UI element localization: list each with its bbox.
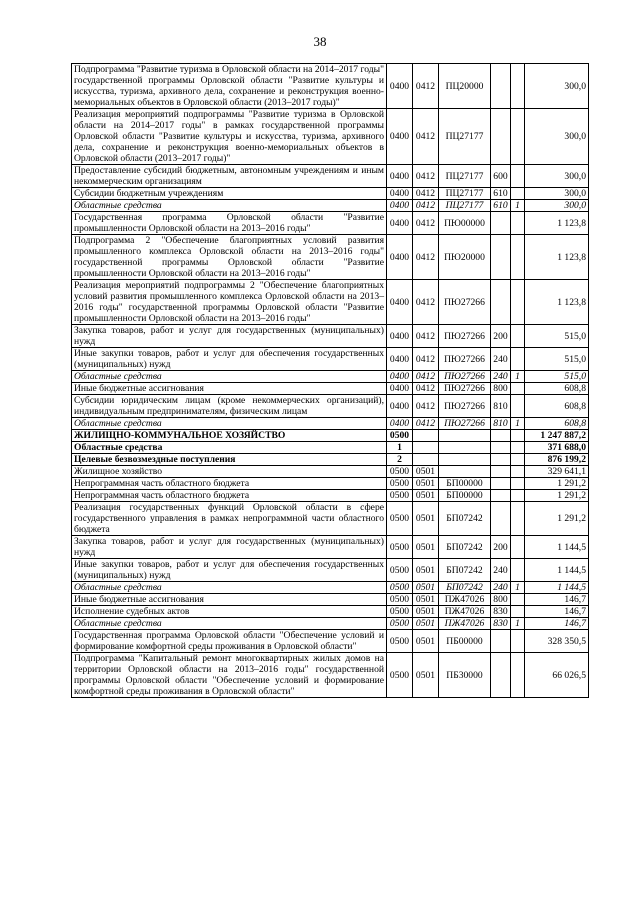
row-target-code: БП00000 [439, 490, 491, 502]
row-section-code: 0400 [387, 165, 413, 188]
row-subsection-code: 0412 [413, 395, 439, 418]
row-source-code [511, 442, 525, 454]
row-expense-type-code [491, 280, 511, 325]
row-amount: 300,0 [525, 109, 589, 165]
row-target-code: ПЮ27266 [439, 325, 491, 348]
row-expense-type-code [491, 212, 511, 235]
row-source-code [511, 478, 525, 490]
row-amount: 1 291,2 [525, 490, 589, 502]
row-source-code: 1 [511, 582, 525, 594]
row-target-code: БП07242 [439, 582, 491, 594]
table-row [72, 559, 589, 582]
row-expense-type-code [491, 454, 511, 466]
row-subsection-code: 0501 [413, 582, 439, 594]
row-source-code [511, 466, 525, 478]
row-section-code: 0400 [387, 109, 413, 165]
row-amount: 371 688,0 [525, 442, 589, 454]
row-amount: 1 144,5 [525, 559, 589, 582]
row-subsection-code [413, 454, 439, 466]
row-amount: 146,7 [525, 594, 589, 606]
row-target-code: ПБ30000 [439, 653, 491, 698]
row-name: Подпрограмма "Капитальный ремонт многоквартирных жилых домов на территории Орловской области на 2013–2016 годы" государственной программы Орловской области "Обеспечение условий и формирование комфортной среды проживания в Орловской области" [72, 653, 387, 698]
row-name: Иные закупки товаров, работ и услуг для обеспечения государственных (муниципальных) нужд [72, 348, 387, 371]
row-subsection-code: 0412 [413, 235, 439, 280]
row-source-code [511, 280, 525, 325]
row-expense-type-code: 240 [491, 559, 511, 582]
row-subsection-code: 0501 [413, 606, 439, 618]
row-name: Субсидии юридическим лицам (кроме некоммерческих организаций), индивидуальным предпринимателям, физическим лицам [72, 395, 387, 418]
row-section-code: 0400 [387, 188, 413, 200]
row-subsection-code: 0412 [413, 280, 439, 325]
row-source-code [511, 630, 525, 653]
table-row [72, 430, 589, 442]
row-subsection-code: 0501 [413, 502, 439, 536]
row-source-code [511, 606, 525, 618]
row-section-code: 0500 [387, 606, 413, 618]
row-section-code: 0500 [387, 502, 413, 536]
row-source-code [511, 109, 525, 165]
row-name: Непрограммная часть областного бюджета [72, 490, 387, 502]
row-source-code [511, 212, 525, 235]
row-expense-type-code: 200 [491, 325, 511, 348]
row-subsection-code: 0412 [413, 418, 439, 430]
row-target-code: ПЖ47026 [439, 594, 491, 606]
row-amount: 300,0 [525, 200, 589, 212]
row-expense-type-code: 810 [491, 418, 511, 430]
row-target-code [439, 466, 491, 478]
row-subsection-code: 0412 [413, 109, 439, 165]
row-expense-type-code: 830 [491, 618, 511, 630]
row-amount: 1 144,5 [525, 536, 589, 559]
row-section-code: 0500 [387, 582, 413, 594]
row-name: Подпрограмма 2 "Обеспечение благоприятных условий развития промышленного комплекса Орловской области на 2013–2016 годы" государственной программы Орловской области "Развитие промышленности Орловской области на 2013–2016 годы" [72, 235, 387, 280]
row-source-code: 1 [511, 618, 525, 630]
row-subsection-code: 0412 [413, 200, 439, 212]
row-amount: 515,0 [525, 325, 589, 348]
row-name: Закупка товаров, работ и услуг для государственных (муниципальных) нужд [72, 536, 387, 559]
row-subsection-code: 0412 [413, 348, 439, 371]
row-section-code: 0400 [387, 280, 413, 325]
row-name: Областные средства [72, 582, 387, 594]
row-amount: 608,8 [525, 395, 589, 418]
row-expense-type-code [491, 630, 511, 653]
row-expense-type-code [491, 235, 511, 280]
row-name: Иные бюджетные ассигнования [72, 594, 387, 606]
table-row [72, 466, 589, 478]
table-row [72, 502, 589, 536]
row-name: Закупка товаров, работ и услуг для государственных (муниципальных) нужд [72, 325, 387, 348]
table-row [72, 395, 589, 418]
row-target-code: ПЮ00000 [439, 212, 491, 235]
row-name: Государственная программа Орловской области "Развитие промышленности Орловской области на 2013–2016 годы" [72, 212, 387, 235]
row-source-code [511, 594, 525, 606]
row-target-code: ПЮ27266 [439, 395, 491, 418]
row-subsection-code: 0501 [413, 630, 439, 653]
row-amount: 515,0 [525, 371, 589, 383]
table-row [72, 418, 589, 430]
row-subsection-code: 0501 [413, 466, 439, 478]
table-row [72, 630, 589, 653]
table-row [72, 653, 589, 698]
row-section-code: 0500 [387, 618, 413, 630]
row-source-code [511, 188, 525, 200]
table-row [72, 188, 589, 200]
row-expense-type-code: 810 [491, 395, 511, 418]
row-amount: 1 247 887,2 [525, 430, 589, 442]
row-target-code [439, 442, 491, 454]
row-subsection-code: 0501 [413, 594, 439, 606]
row-source-code [511, 454, 525, 466]
row-target-code: ПЮ27266 [439, 348, 491, 371]
row-section-code: 0400 [387, 235, 413, 280]
row-amount: 329 641,1 [525, 466, 589, 478]
row-source-code [511, 235, 525, 280]
row-source-code [511, 490, 525, 502]
row-amount: 608,8 [525, 418, 589, 430]
row-subsection-code: 0501 [413, 478, 439, 490]
table-row [72, 212, 589, 235]
row-source-code [511, 653, 525, 698]
row-source-code [511, 395, 525, 418]
row-subsection-code: 0412 [413, 371, 439, 383]
row-section-code: 0400 [387, 200, 413, 212]
row-target-code: ПЦ20000 [439, 64, 491, 109]
row-source-code [511, 559, 525, 582]
row-source-code [511, 348, 525, 371]
row-expense-type-code [491, 478, 511, 490]
row-section-code: 0400 [387, 383, 413, 395]
row-target-code: БП07242 [439, 559, 491, 582]
row-section-code: 0500 [387, 466, 413, 478]
row-subsection-code: 0501 [413, 618, 439, 630]
row-source-code: 1 [511, 371, 525, 383]
row-name: Непрограммная часть областного бюджета [72, 478, 387, 490]
row-amount: 1 123,8 [525, 280, 589, 325]
row-source-code [511, 502, 525, 536]
row-expense-type-code: 200 [491, 536, 511, 559]
row-expense-type-code [491, 430, 511, 442]
table-row [72, 478, 589, 490]
row-name: Жилищное хозяйство [72, 466, 387, 478]
table-row [72, 490, 589, 502]
row-expense-type-code [491, 653, 511, 698]
row-subsection-code [413, 430, 439, 442]
row-subsection-code: 0501 [413, 490, 439, 502]
row-subsection-code: 0501 [413, 653, 439, 698]
row-name: Областные средства [72, 618, 387, 630]
row-section-code: 0500 [387, 536, 413, 559]
row-name: Государственная программа Орловской области "Обеспечение условий и формирование комфортной среды проживания в Орловской области" [72, 630, 387, 653]
table-row [72, 618, 589, 630]
row-target-code: ПЮ27266 [439, 383, 491, 395]
row-section-code: 2 [387, 454, 413, 466]
row-subsection-code: 0412 [413, 188, 439, 200]
row-expense-type-code [491, 490, 511, 502]
table-row [72, 200, 589, 212]
row-subsection-code: 0412 [413, 165, 439, 188]
row-section-code: 0500 [387, 490, 413, 502]
table-row [72, 383, 589, 395]
row-amount: 1 291,2 [525, 502, 589, 536]
row-name: Областные средства [72, 418, 387, 430]
row-source-code [511, 536, 525, 559]
row-section-code: 0500 [387, 430, 413, 442]
row-expense-type-code [491, 466, 511, 478]
row-expense-type-code [491, 502, 511, 536]
row-target-code: ПЮ27266 [439, 418, 491, 430]
row-amount: 1 291,2 [525, 478, 589, 490]
row-amount: 146,7 [525, 606, 589, 618]
row-target-code [439, 454, 491, 466]
row-expense-type-code: 610 [491, 188, 511, 200]
table-row [72, 454, 589, 466]
row-name: Исполнение судебных актов [72, 606, 387, 618]
row-name: Подпрограмма "Развитие туризма в Орловской области на 2014–2017 годы" государственной программы Орловской области "Развитие культуры и искусства, туризма, архивного дела, сохранение и реконструкция военно-мемориальных объектов в Орловской области (2013–2017 годы)" [72, 64, 387, 109]
row-expense-type-code [491, 442, 511, 454]
row-section-code: 0400 [387, 64, 413, 109]
row-source-code: 1 [511, 418, 525, 430]
row-section-code: 0500 [387, 653, 413, 698]
row-name: Иные закупки товаров, работ и услуг для обеспечения государственных (муниципальных) нужд [72, 559, 387, 582]
row-name: ЖИЛИЩНО-КОММУНАЛЬНОЕ ХОЗЯЙСТВО [72, 430, 387, 442]
row-expense-type-code: 240 [491, 371, 511, 383]
row-section-code: 0500 [387, 630, 413, 653]
row-subsection-code: 0412 [413, 212, 439, 235]
table-row [72, 109, 589, 165]
row-amount: 146,7 [525, 618, 589, 630]
row-section-code: 1 [387, 442, 413, 454]
row-target-code: БП07242 [439, 502, 491, 536]
row-target-code: ПЮ27266 [439, 371, 491, 383]
row-name: Реализация мероприятий подпрограммы 2 "Обеспечение благоприятных условий развития промышленного комплекса Орловской области на 2013–2016 годы" государственной программы Орловской области "Развитие промышленности Орловской области на 2013–2016 годы" [72, 280, 387, 325]
row-target-code [439, 430, 491, 442]
row-source-code [511, 165, 525, 188]
row-expense-type-code: 240 [491, 582, 511, 594]
row-amount: 1 123,8 [525, 212, 589, 235]
row-expense-type-code: 240 [491, 348, 511, 371]
row-amount: 515,0 [525, 348, 589, 371]
row-section-code: 0400 [387, 212, 413, 235]
table-row [72, 536, 589, 559]
row-name: Целевые безвозмездные поступления [72, 454, 387, 466]
row-name: Реализация мероприятий подпрограммы "Развитие туризма в Орловской области на 2014–2017 годы" в рамках государственной программы Орловской области "Развитие культуры и искусства, туризма, архивного дела, сохранение и реконструкция военно-мемориальных объектов в Орловской области (2013–2017 годы)" [72, 109, 387, 165]
row-name: Областные средства [72, 442, 387, 454]
row-amount: 66 026,5 [525, 653, 589, 698]
row-target-code: БП00000 [439, 478, 491, 490]
budget-table [71, 63, 589, 698]
table-row [72, 165, 589, 188]
table-row [72, 280, 589, 325]
row-section-code: 0400 [387, 395, 413, 418]
row-subsection-code: 0412 [413, 383, 439, 395]
row-source-code [511, 64, 525, 109]
row-amount: 1 144,5 [525, 582, 589, 594]
row-section-code: 0400 [387, 418, 413, 430]
row-expense-type-code: 600 [491, 165, 511, 188]
row-source-code [511, 430, 525, 442]
table-row [72, 582, 589, 594]
table-row [72, 325, 589, 348]
row-expense-type-code: 800 [491, 594, 511, 606]
row-amount: 300,0 [525, 64, 589, 109]
row-target-code: ПЮ20000 [439, 235, 491, 280]
table-row [72, 64, 589, 109]
row-name: Реализация государственных функций Орловской области в сфере государственного управления в рамках непрограммной части областного бюджета [72, 502, 387, 536]
row-section-code: 0400 [387, 348, 413, 371]
row-subsection-code: 0412 [413, 325, 439, 348]
row-section-code: 0500 [387, 559, 413, 582]
row-expense-type-code [491, 109, 511, 165]
row-name: Областные средства [72, 200, 387, 212]
row-target-code: ПЦ27177 [439, 109, 491, 165]
page-number: 38 [313, 34, 327, 49]
row-section-code: 0500 [387, 594, 413, 606]
row-amount: 300,0 [525, 165, 589, 188]
row-amount: 300,0 [525, 188, 589, 200]
row-amount: 608,8 [525, 383, 589, 395]
row-source-code: 1 [511, 200, 525, 212]
row-target-code: ПЦ27177 [439, 165, 491, 188]
row-amount: 876 199,2 [525, 454, 589, 466]
row-target-code: ПЖ47026 [439, 606, 491, 618]
row-target-code: ПЦ27177 [439, 200, 491, 212]
table-row [72, 606, 589, 618]
table-row [72, 371, 589, 383]
row-amount: 328 350,5 [525, 630, 589, 653]
table-row [72, 235, 589, 280]
row-subsection-code [413, 442, 439, 454]
row-name: Областные средства [72, 371, 387, 383]
row-target-code: БП07242 [439, 536, 491, 559]
row-expense-type-code: 800 [491, 383, 511, 395]
row-target-code: ПБ00000 [439, 630, 491, 653]
row-source-code [511, 325, 525, 348]
row-target-code: ПЦ27177 [439, 188, 491, 200]
table-row [72, 594, 589, 606]
row-target-code: ПЮ27266 [439, 280, 491, 325]
row-subsection-code: 0501 [413, 536, 439, 559]
row-section-code: 0500 [387, 478, 413, 490]
row-section-code: 0400 [387, 325, 413, 348]
row-amount: 1 123,8 [525, 235, 589, 280]
budget-table-body [72, 64, 589, 698]
row-name: Субсидии бюджетным учреждениям [72, 188, 387, 200]
table-row [72, 348, 589, 371]
row-target-code: ПЖ47026 [439, 618, 491, 630]
row-name: Предоставление субсидий бюджетным, автономным учреждениям и иным некоммерческим организациям [72, 165, 387, 188]
row-subsection-code: 0501 [413, 559, 439, 582]
row-section-code: 0400 [387, 371, 413, 383]
table-row [72, 442, 589, 454]
row-source-code [511, 383, 525, 395]
row-expense-type-code: 610 [491, 200, 511, 212]
row-subsection-code: 0412 [413, 64, 439, 109]
row-expense-type-code: 830 [491, 606, 511, 618]
row-expense-type-code [491, 64, 511, 109]
row-name: Иные бюджетные ассигнования [72, 383, 387, 395]
